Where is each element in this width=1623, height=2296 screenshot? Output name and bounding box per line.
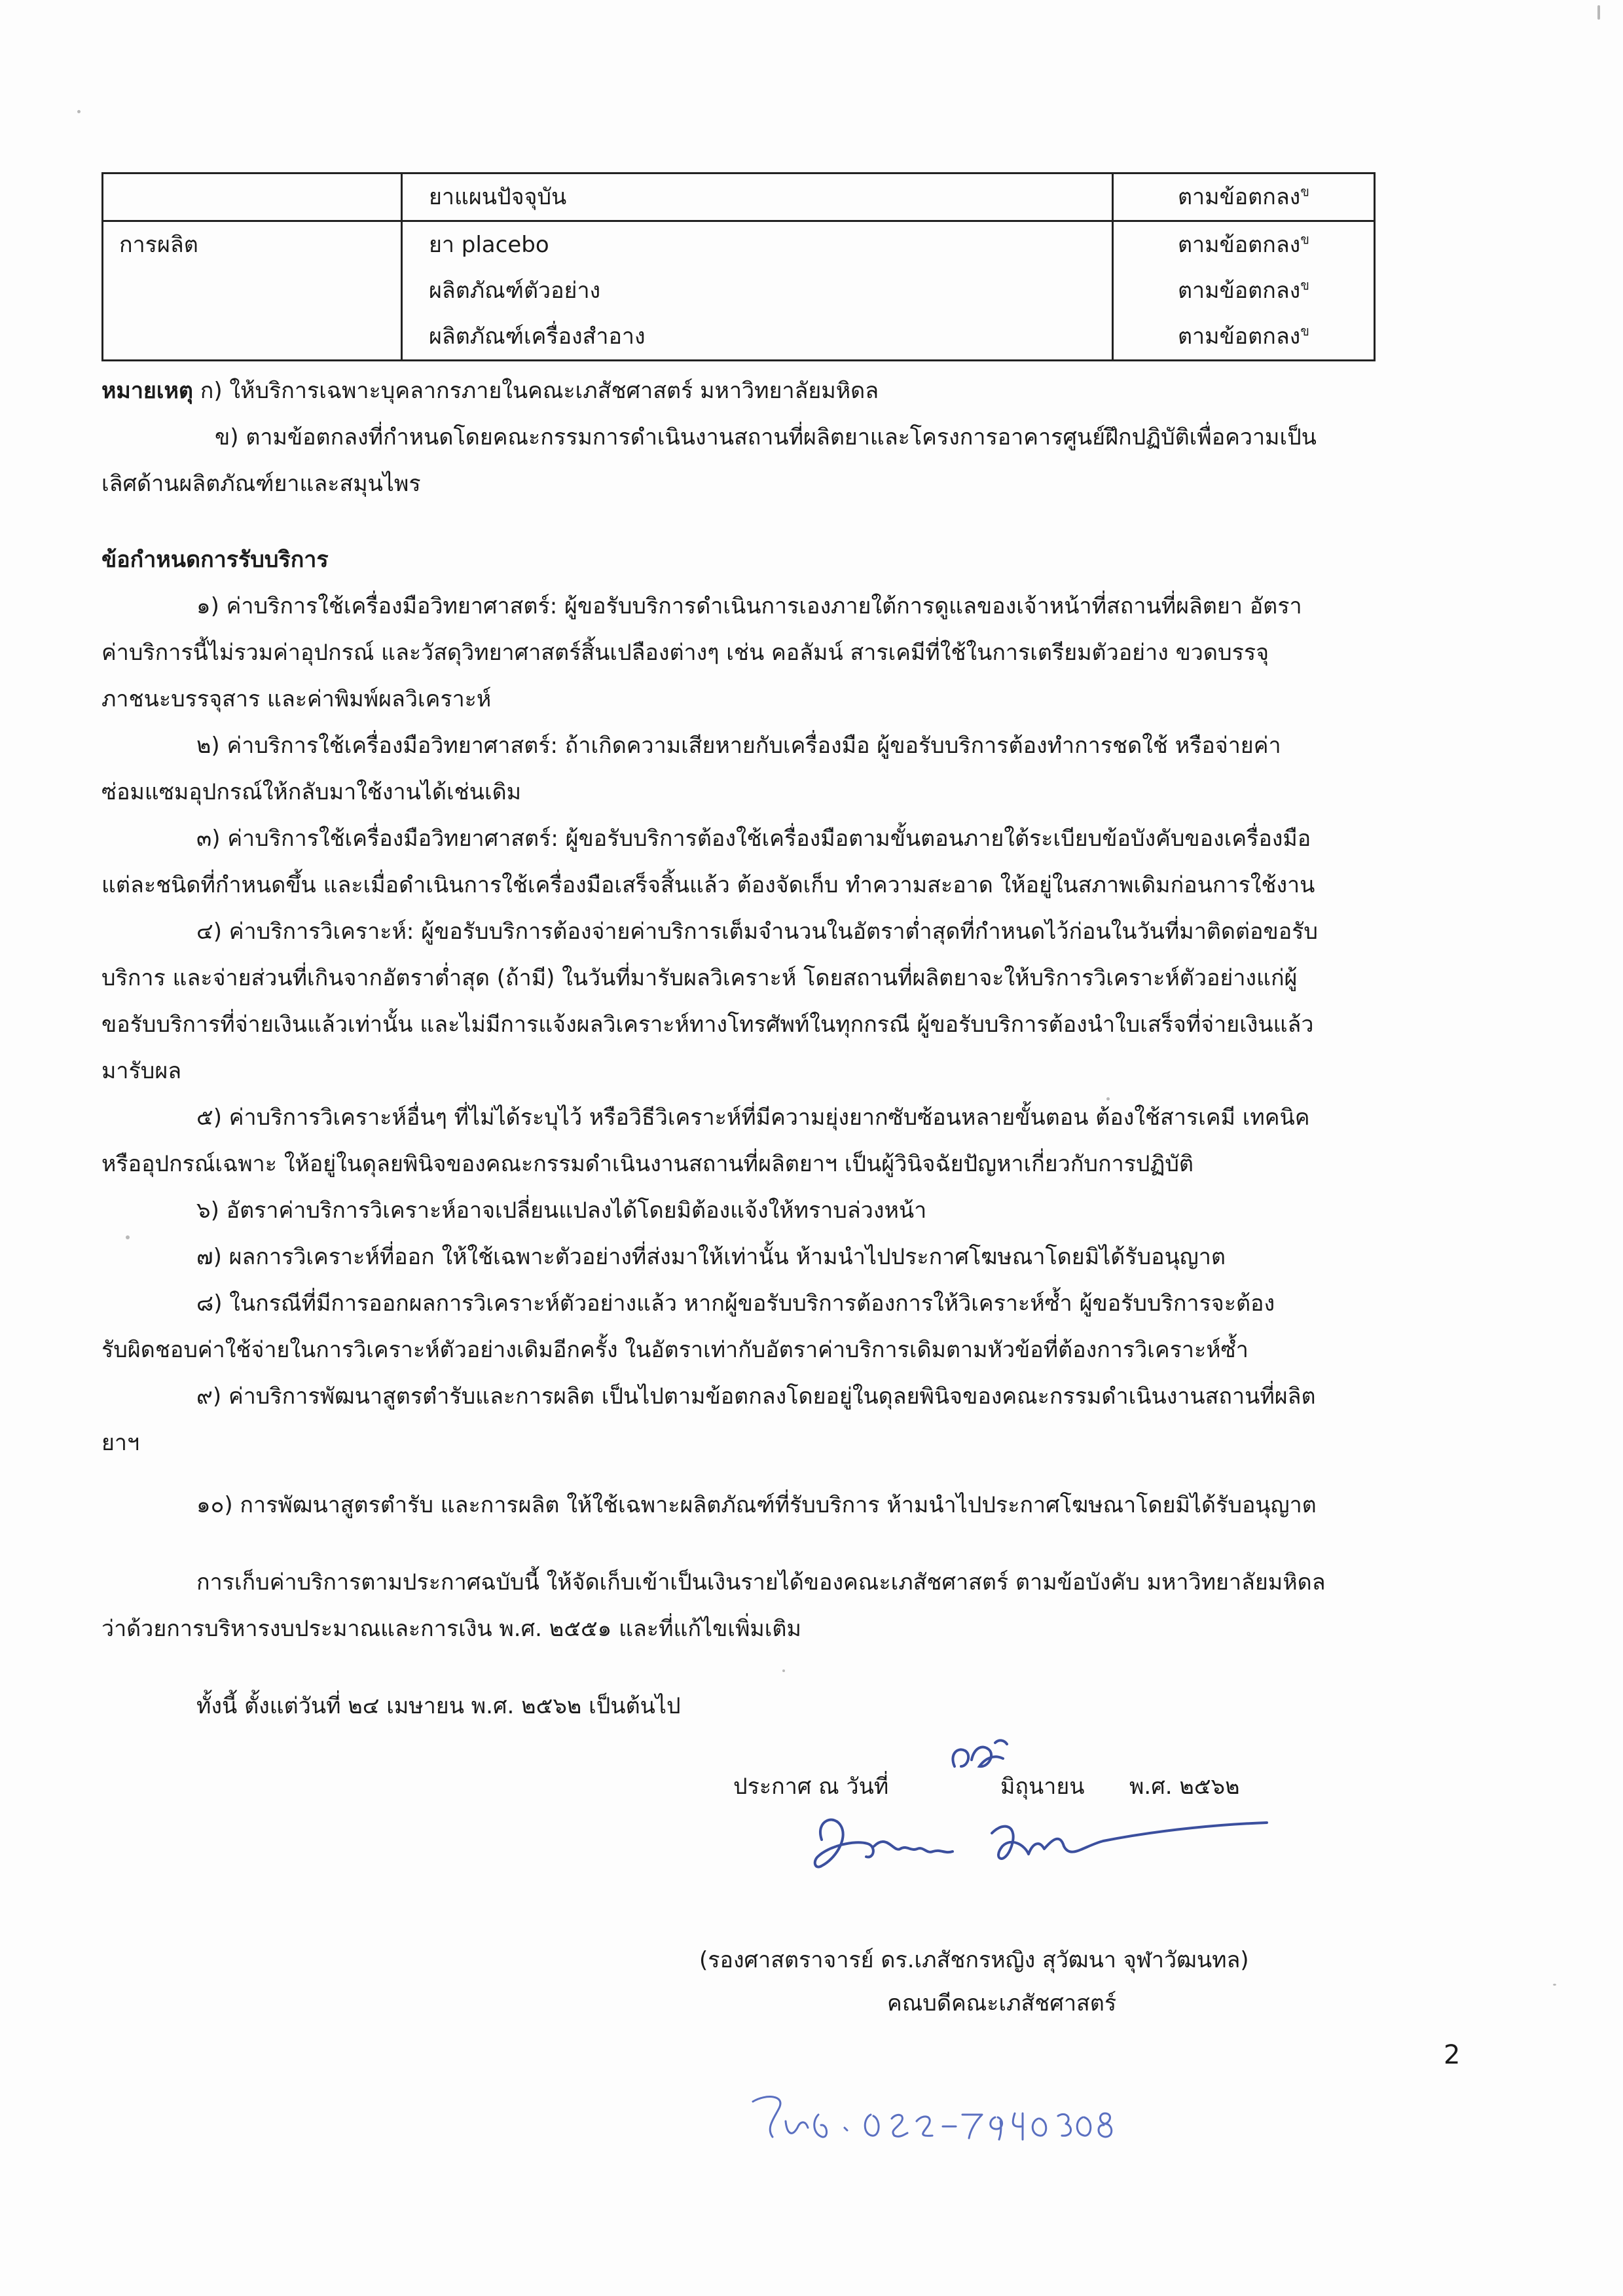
note-line-b2: เลิศด้านผลิตภัณฑ์ยาและสมุนไพร [101, 471, 421, 497]
condition-line: มารับผล [101, 1058, 182, 1084]
collection-line-2: ว่าด้วยการบริหารงบประมาณและการเงิน พ.ศ. ๒๕๕๑ และที่แก้ไขเพิ่มเติม [101, 1616, 801, 1642]
signatory-title: คณบดีคณะเภสัชศาสตร์ [887, 1990, 1117, 2016]
item-cell [401, 221, 1112, 361]
item-label: ยา placebo [428, 232, 549, 258]
condition-line: ๕) ค่าบริการวิเคราะห์อื่นๆ ที่ไม่ได้ระบุไว้ หรือวิธีวิเคราะห์ที่มีความยุ่งยากซับซ้อนหลายขั้นตอน ต้องใช้สารเคมี เทคนิค [196, 1104, 1310, 1131]
condition-line: ยาฯ [101, 1430, 140, 1456]
announce-prefix: ประกาศ ณ วันที่ [733, 1774, 889, 1800]
condition-line: ๓) ค่าบริการใช้เครื่องมือวิทยาศาสตร์: ผู้ขอรับบริการต้องใช้เครื่องมือตามขั้นตอนภายใต้ระเบียบข้อบังคับของเครื่องมือ [196, 826, 1311, 852]
rate-cell [1112, 221, 1374, 361]
condition-line: ขอรับบริการที่จ่ายเงินแล้วเท่านั้น และไม่มีการแจ้งผลวิเคราะห์ทางโทรศัพท์ในทุกกรณี ผู้ขอรับบริการต้องนำใบเสร็จที่จ่ายเงินแล้ว [101, 1011, 1314, 1038]
rate-label: ตามข้อตกลง$^ข$ [1177, 231, 1309, 258]
scan-mark [1597, 5, 1600, 20]
condition-line: ๗) ผลการวิเคราะห์ที่ออก ให้ใช้เฉพาะตัวอย่างที่ส่งมาให้เท่านั้น ห้ามนำไปประกาศโฆษณาโดยมิได้รับอนุญาต [196, 1244, 1226, 1270]
condition-line: ค่าบริการนี้ไม่รวมค่าอุปกรณ์ และวัสดุวิทยาศาสตร์สิ้นเปลืองต่างๆ เช่น คอลัมน์ สารเคมีที่ใช้ในการเตรียมตัวอย่าง ขวดบรรจุ [101, 640, 1269, 666]
condition-line: ๙) ค่าบริการพัฒนาสูตรตำรับและการผลิต เป็นไปตามข้อตกลงโดยอยู่ในดุลยพินิจของคณะกรรมดำเนินงานสถานที่ผลิต [196, 1383, 1316, 1410]
condition-line: ๑) ค่าบริการใช้เครื่องมือวิทยาศาสตร์: ผู้ขอรับบริการดำเนินการเองภายใต้การดูแลของเจ้าหน้าที่สถานที่ผลิตยา อัตรา [196, 593, 1302, 619]
scan-speck [782, 1669, 785, 1672]
category-label [103, 174, 401, 220]
page-number: 2 [1444, 2040, 1461, 2070]
table-row [103, 173, 1375, 221]
note-line-a: หมายเหตุ ก) ให้บริการเฉพาะบุคลากรภายในคณะเภสัชศาสตร์ มหาวิทยาลัยมหิดล [101, 378, 879, 404]
condition-line: ๒) ค่าบริการใช้เครื่องมือวิทยาศาสตร์: ถ้าเกิดความเสียหายกับเครื่องมือ ผู้ขอรับบริการต้องทำการชดใช้ หรือจ่ายค่า [196, 733, 1281, 759]
conditions-heading: ข้อกำหนดการรับบริการ [101, 547, 329, 573]
condition-line: ๖) อัตราค่าบริการวิเคราะห์อาจเปลี่ยนแปลงได้โดยมิต้องแจ้งให้ทราบล่วงหน้า [196, 1197, 927, 1224]
scan-speck [126, 1235, 130, 1239]
item-label: ผลิตภัณฑ์เครื่องสำอาง [428, 323, 646, 350]
condition-line: ๑๐) การพัฒนาสูตรตำรับ และการผลิต ให้ใช้เฉพาะผลิตภัณฑ์ที่รับบริการ ห้ามนำไปประกาศโฆษณาโดยมิได้รับอนุญาต [196, 1492, 1317, 1518]
condition-line: แต่ละชนิดที่กำหนดขึ้น และเมื่อดำเนินการใช้เครื่องมือเสร็จสิ้นแล้ว ต้องจัดเก็บ ทำความสะอาด ให้อยู่ในสภาพเดิมก่อนการใช้งาน [101, 872, 1315, 898]
item-cell [401, 173, 1112, 221]
scan-speck [77, 110, 81, 113]
rate-label: ตามข้อตกลง$^ข$ [1177, 277, 1309, 304]
condition-line: ๔) ค่าบริการวิเคราะห์: ผู้ขอรับบริการต้องจ่ายค่าบริการเต็มจำนวนในอัตราต่ำสุดที่กำหนดไว้ก่อนในวันที่มาติดต่อขอรับ [196, 919, 1318, 945]
signatory-name: (รองศาสตราจารย์ ดร.เภสัชกรหญิง สุวัฒนา จุฬาวัฒนทล) [699, 1947, 1249, 1973]
condition-line: รับผิดชอบค่าใช้จ่ายในการวิเคราะห์ตัวอย่างเดิมอีกครั้ง ในอัตราเท่ากับอัตราค่าบริการเดิมตามหัวข้อที่ต้องการวิเคราะห์ซ้ำ [101, 1337, 1249, 1363]
category-cell [103, 173, 402, 221]
announce-month: มิถุนายน [1000, 1774, 1085, 1800]
item-label: ผลิตภัณฑ์ตัวอย่าง [428, 278, 601, 304]
category-cell [103, 221, 402, 361]
note-label: หมายเหตุ [101, 378, 193, 404]
scan-speck [1106, 1097, 1110, 1101]
announce-year: พ.ศ. ๒๕๖๒ [1129, 1774, 1240, 1800]
condition-line: ๘) ในกรณีที่มีการออกผลการวิเคราะห์ตัวอย่างแล้ว หากผู้ขอรับบริการต้องการให้วิเคราะห์ซ้ำ ผู้ขอรับบริการจะต้อง [196, 1290, 1275, 1317]
signature [795, 1794, 1280, 1892]
condition-line: ซ่อมแซมอุปกรณ์ให้กลับมาใช้งานได้เช่นเดิม [101, 779, 522, 805]
rate-label: ตามข้อตกลง$^ข$ [1177, 183, 1309, 210]
condition-line: หรืออุปกรณ์เฉพาะ ให้อยู่ในดุลยพินิจของคณะกรรมดำเนินงานสถานที่ผลิตยาฯ เป็นผู้วินิจฉัยปัญหาเกี่ยวกับการปฏิบัติ [101, 1151, 1194, 1177]
handwritten-phone-note [740, 2082, 1211, 2154]
item-label: ยาแผนปัจจุบัน [428, 184, 567, 210]
effective-date: ทั้งนี้ ตั้งแต่วันที่ ๒๔ เมษายน พ.ศ. ๒๕๖๒ เป็นต้นไป [196, 1693, 681, 1719]
handwritten-day [943, 1728, 1021, 1781]
category-label: การผลิต [119, 232, 198, 258]
scan-speck [1553, 1984, 1556, 1986]
fee-table [101, 172, 1376, 361]
collection-line-1: การเก็บค่าบริการตามประกาศฉบับนี้ ให้จัดเก็บเข้าเป็นเงินรายได้ของคณะเภสัชศาสตร์ ตามข้อบังคับ มหาวิทยาลัยมหิดล [196, 1569, 1326, 1595]
condition-line: บริการ และจ่ายส่วนที่เกินจากอัตราต่ำสุด (ถ้ามี) ในวันที่มารับผลวิเคราะห์ โดยสถานที่ผลิตยาจะให้บริการวิเคราะห์ตัวอย่างแก่ผู้ [101, 965, 1298, 991]
rate-label: ตามข้อตกลง$^ข$ [1177, 323, 1309, 350]
note-line-b1: ข) ตามข้อตกลงที่กำหนดโดยคณะกรรมการดำเนินงานสถานที่ผลิตยาและโครงการอาคารศูนย์ฝึกปฏิบัติเพื่อความเป็น [215, 424, 1317, 450]
condition-line: ภาชนะบรรจุสาร และค่าพิมพ์ผลวิเคราะห์ [101, 686, 492, 712]
rate-cell [1112, 173, 1374, 221]
table-row [103, 221, 1375, 361]
